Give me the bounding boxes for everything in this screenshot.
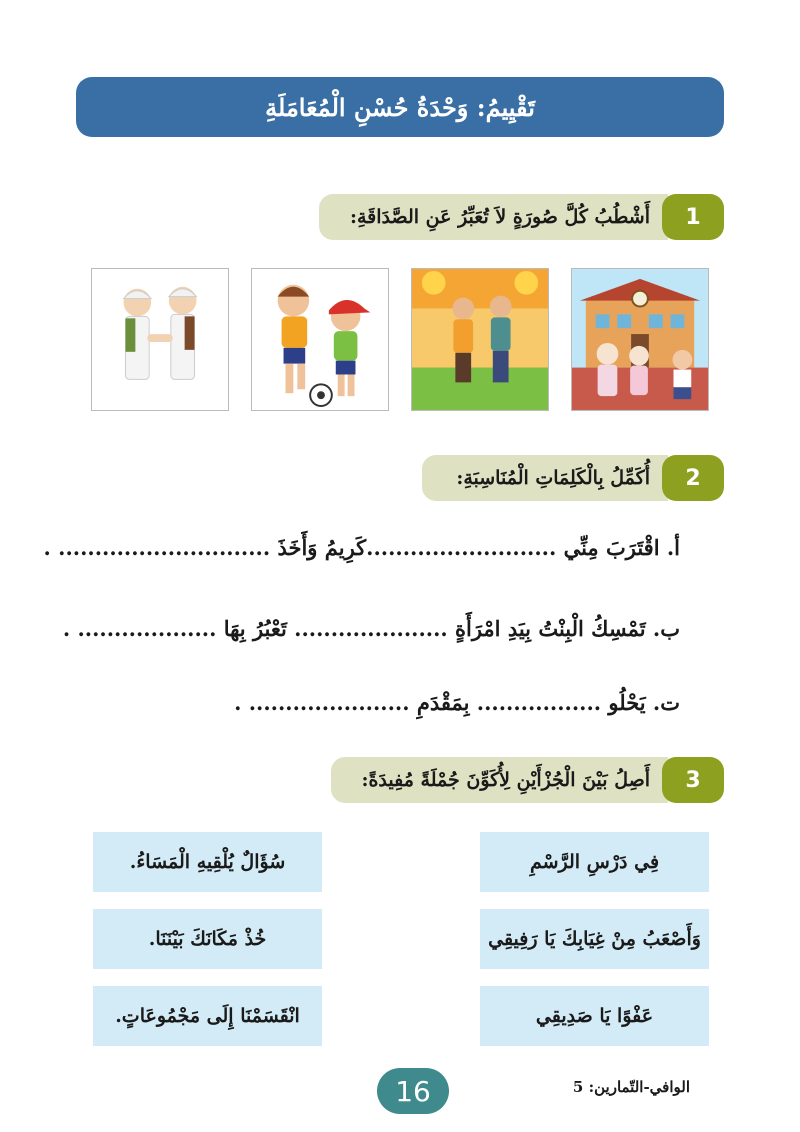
question-3-label: أَصِلُ بَيْنَ الْجُزْأَيْنِ لِأُكَوِّنَ جُمْلَةً مُفِيدَةً: [331, 757, 668, 803]
match-left-1[interactable]: سُؤَالٌ يُلْقِيهِ الْمَسَاءُ. [93, 832, 322, 892]
question-2-label: أُكَمِّلُ بِالْكَلِمَاتِ الْمُنَاسِبَةِ: [422, 455, 668, 501]
footer-reference: الوافي-التّمارين: 5 [572, 1078, 690, 1096]
question-3-number: 3 [662, 757, 724, 803]
question-2-number: 2 [662, 455, 724, 501]
question-3-header [331, 757, 724, 803]
match-right-2[interactable]: وَأَصْعَبُ مِنْ غِيَابِكَ يَا رَفِيقِي [480, 909, 709, 969]
question-1-number: 1 [662, 194, 724, 240]
boys-playing-ball-image[interactable] [251, 268, 389, 411]
match-right-1[interactable]: فِي دَرْسِ الرَّسْمِ [480, 832, 709, 892]
question-1-header [319, 194, 724, 240]
boys-playing-ball-icon [252, 269, 388, 410]
boys-fighting-image[interactable] [411, 268, 549, 411]
school-children-icon [572, 269, 708, 410]
school-children-image[interactable] [571, 268, 709, 411]
match-left-3[interactable]: انْقَسَمْنَا إِلَى مَجْمُوعَاتٍ. [93, 986, 322, 1046]
fill-in-line-c[interactable]: ت. يَحْلُو ................. بِمَقْدَمِ ...................... . [234, 690, 680, 715]
fill-in-line-b[interactable]: ب. تَمْسِكُ الْبِنْتُ بِيَدِ امْرَأَةٍ ..................... تَعْبُرُ بِهَا ................... . [62, 616, 680, 641]
page-title: تَقْيِيمُ: وَحْدَةُ حُسْنِ الْمُعَامَلَةِ [76, 77, 724, 137]
fill-in-line-a[interactable]: أ. اقْتَرَبَ مِنِّي ..........................كَرِيمُ وَأَخَذَ ............................. . [43, 535, 680, 560]
question-1-label: أَشْطُبُ كُلَّ صُورَةٍ لاَ تُعَبِّرُ عَنِ الصَّدَاقَةِ: [319, 194, 668, 240]
page-number: 16 [377, 1068, 449, 1114]
match-right-3[interactable]: عَفْوًا يَا صَدِيقِي [480, 986, 709, 1046]
boys-fighting-icon [412, 269, 548, 410]
question-2-header [422, 455, 724, 501]
boys-greeting-image[interactable] [91, 268, 229, 411]
boys-greeting-icon [92, 269, 228, 410]
match-left-2[interactable]: خُذْ مَكَانَكَ بَيْنَنَا. [93, 909, 322, 969]
